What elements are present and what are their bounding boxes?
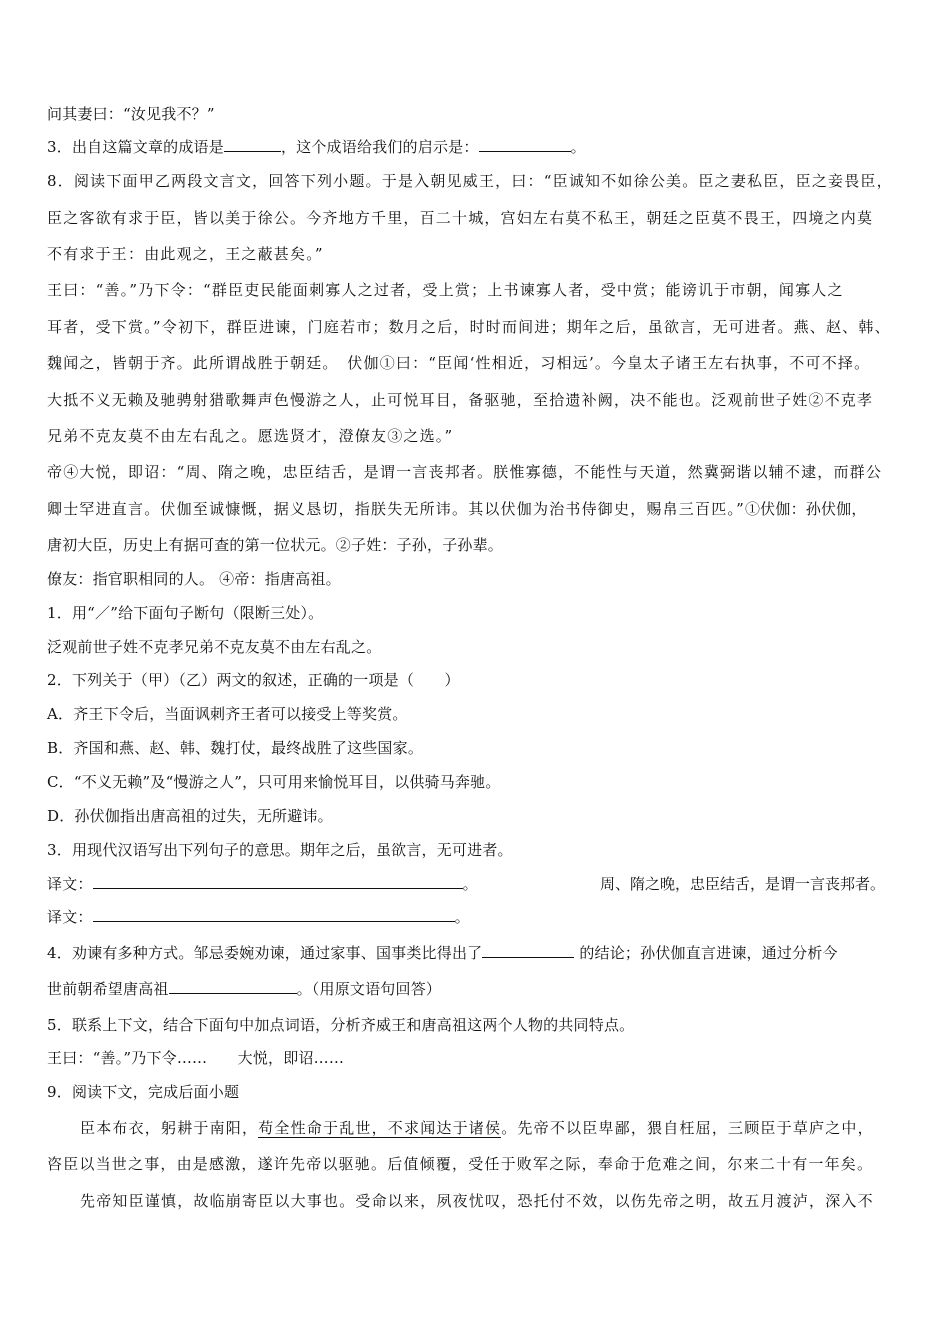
text-segment: 4．劝谏有多种方式。邹忌委婉劝谏，通过家事、国事类比得出了	[47, 944, 483, 962]
translation-label: 译文：	[47, 908, 93, 926]
option-c[interactable]: C．“不义无赖”及“慢游之人”，只可用来愉悦耳目，以供骑马奔驰。	[47, 773, 501, 791]
text-line: 问其妻曰：“汝见我不？”	[47, 105, 215, 123]
text-segment: 卿士罕进直言。伏伽至诚慷慨，据义恳切，指朕失无所讳。其以伏伽为治书侍御史，赐帛三百匹。”	[47, 500, 745, 518]
footnote-text: 僚友：指官职相同的人。 ④帝：指唐高祖。	[47, 570, 341, 588]
text-segment: 3．出自这篇文章的成语是	[47, 138, 224, 156]
underlined-sentence: 苟全性命于乱世，不求闻达于诸侯	[258, 1119, 502, 1137]
text-segment: 。（用原文语句回答）	[296, 980, 442, 998]
text-segment: 。	[462, 875, 478, 893]
option-b[interactable]: B．齐国和燕、赵、韩、魏打仗，最终战胜了这些国家。	[47, 739, 424, 757]
text-segment: 。	[570, 138, 586, 156]
answer-blank[interactable]	[93, 907, 455, 922]
text-segment: 的结论；孙伏伽直言进谏，通过分析今	[574, 944, 838, 962]
text-line	[47, 499, 867, 519]
answer-blank[interactable]	[482, 943, 574, 958]
text-line: 帝④大悦，即诏：“周、隋之晚，忠臣结舌，是谓一言丧邦者。朕惟寡德，不能性与天道，然冀弼谐以辅不逮，而群公	[47, 463, 883, 481]
text-line	[80, 1118, 874, 1138]
text-line: 不有求于王：由此观之，王之蔽甚矣。”	[47, 245, 324, 263]
question-line: 2．下列关于（甲）（乙）两文的叙述，正确的一项是（ ）	[47, 671, 460, 689]
answer-blank[interactable]	[479, 137, 571, 152]
text-line: 王曰：“善。”乃下令…… 大悦，即诏……	[47, 1049, 345, 1067]
text-segment: 。	[454, 908, 470, 926]
answer-blank[interactable]	[93, 874, 463, 889]
question-line: 9．阅读下文，完成后面小题	[47, 1083, 240, 1101]
text-line: 王曰：“善。”乃下令：“群臣吏民能面刺寡人之过者，受上赏；上书谏寡人者，受中赏；能谤讥于市朝，闻寡人之	[47, 281, 844, 299]
text-line: 兄弟不克友莫不由左右乱之。愿选贤才，澄僚友③之选。”	[47, 427, 454, 445]
text-line: 泛观前世子姓不克孝兄弟不克友莫不由左右乱之。	[47, 638, 382, 656]
text-line: 耳者，受下赏。”令初下，群臣进谏，门庭若市；数月之后，时时而间进；期年之后，虽欲言，无可进者。燕、赵、韩、	[47, 318, 891, 336]
text-segment: 臣本布衣，躬耕于南阳，	[80, 1119, 259, 1137]
text-line: 周、隋之晚，忠臣结舌，是谓一言丧邦者。	[600, 875, 886, 893]
text-line: 臣之客欲有求于臣，皆以美于徐公。今齐地方千里，百二十城，宫妇左右莫不私王，朝廷之臣莫不畏王，四境之内莫	[47, 209, 874, 227]
answer-blank[interactable]	[224, 137, 281, 152]
text-line: 咨臣以当世之事，由是感激，遂许先帝以驱驰。后值倾覆，受任于败军之际，奉命于危难之间，尔来二十有一年矣。	[47, 1155, 874, 1173]
translation-label: 译文：	[47, 875, 93, 893]
question-3-idiom	[47, 137, 586, 157]
text-segment: ，这个成语给我们的启示是：	[280, 138, 479, 156]
option-d[interactable]: D．孙伏伽指出唐高祖的过失，无所避讳。	[47, 807, 333, 825]
question-line: 5．联系上下文，结合下面句中加点词语，分析齐威王和唐高祖这两个人物的共同特点。	[47, 1016, 635, 1034]
question-line: 1．用“／”给下面句子断句（限断三处）。	[47, 604, 324, 622]
option-a[interactable]: A．齐王下令后，当面讽刺齐王者可以接受上等奖赏。	[47, 705, 408, 723]
text-segment: 。先帝不以臣卑鄙，猥自枉屈，三顾臣于草庐之中，	[501, 1119, 874, 1137]
answer-blank[interactable]	[169, 979, 297, 994]
translation-line	[47, 907, 470, 927]
text-line: 大抵不义无赖及驰骋射猎歌舞声色慢游之人，止可悦耳目，备驱驰，至拾遗补阙，决不能也。泛观前世子姓②不克孝	[47, 391, 874, 409]
footnote-text: ①伏伽：孙伏伽，	[744, 500, 867, 518]
text-segment: 世前朝希望唐高祖	[47, 980, 169, 998]
text-line: 8．阅读下面甲乙两段文言文，回答下列小题。于是入朝见威王，曰：“臣诚知不如徐公美。臣之妻私臣，臣之妾畏臣，	[47, 172, 893, 190]
text-line: 先帝知臣谨慎，故临崩寄臣以大事也。受命以来，夙夜忧叹，恐托付不效，以伤先帝之明，故五月渡泸，深入不	[80, 1192, 874, 1210]
question-line: 3．用现代汉语写出下列句子的意思。期年之后，虽欲言，无可进者。	[47, 841, 513, 859]
translation-line	[47, 874, 478, 894]
question-4-line	[47, 943, 838, 963]
question-4-line	[47, 979, 441, 999]
footnote-text: 唐初大臣，历史上有据可查的第一位状元。②子姓：子孙，子孙辈。	[47, 536, 504, 554]
text-line: 魏闻之，皆朝于齐。此所谓战胜于朝廷。 伏伽①曰：“臣闻‘性相近，习相远’。今皇太子诸王左右执事，不可不择。	[47, 354, 871, 372]
